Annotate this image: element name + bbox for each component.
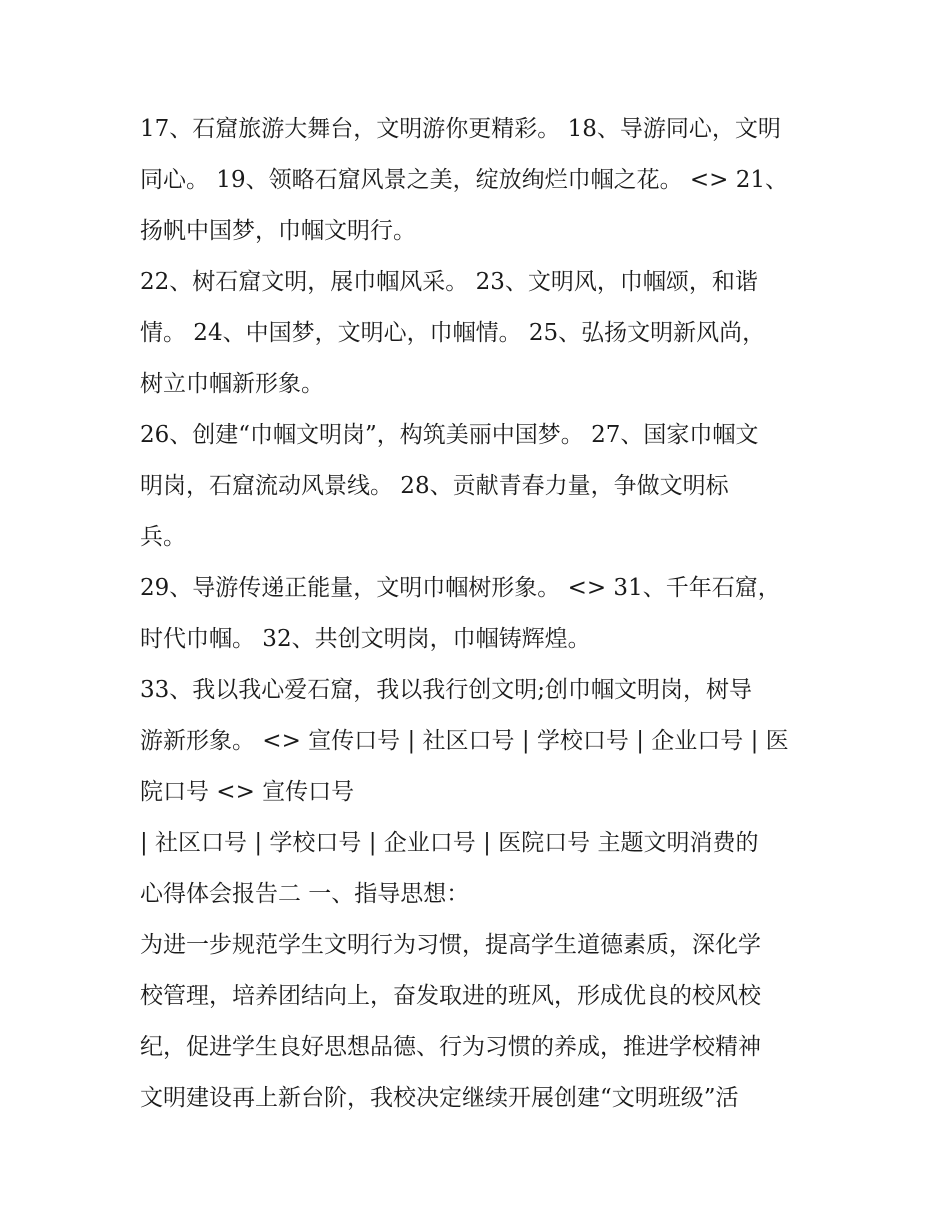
- text-line-3: 扬帆中国梦，巾帼文明行。: [140, 218, 416, 244]
- text-line-10: 29、导游传递正能量，文明巾帼树形象。 <> 31、千年石窟，: [140, 575, 781, 601]
- text-line-18: 校管理，培养团结向上，奋发取进的班风，形成优良的校风校: [140, 983, 761, 1009]
- document-body: [140, 104, 815, 1124]
- text-line-11: 时代巾帼。 32、共创文明岗，巾帼铸辉煌。: [140, 626, 591, 652]
- text-line-15: | 社区口号 | 学校口号 | 企业口号 | 医院口号 主题文明消费的: [140, 830, 759, 856]
- text-line-17: 为进一步规范学生文明行为习惯，提高学生道德素质，深化学: [140, 932, 761, 958]
- text-line-6: 树立巾帼新形象。: [140, 371, 324, 397]
- text-line-16: 心得体会报告二 一、指导思想：: [140, 881, 470, 907]
- text-line-20: 文明建设再上新台阶，我校决定继续开展创建“文明班级”活: [140, 1085, 739, 1111]
- text-line-9: 兵。: [140, 524, 186, 550]
- text-line-19: 纪，促进学生良好思想品德、行为习惯的养成，推进学校精神: [140, 1034, 761, 1060]
- text-line-8: 明岗，石窟流动风景线。 28、贡献青春力量，争做文明标: [140, 473, 729, 499]
- text-line-14: 院口号 <> 宣传口号: [140, 779, 355, 805]
- text-line-5: 情。 24、中国梦，文明心，巾帼情。 25、弘扬文明新风尚，: [140, 320, 766, 346]
- text-line-12: 33、我以我心爱石窟，我以我行创文明;创巾帼文明岗，树导: [140, 677, 753, 703]
- text-line-13: 游新形象。 <> 宣传口号 | 社区口号 | 学校口号 | 企业口号 | 医: [140, 728, 789, 754]
- text-line-7: 26、创建“巾帼文明岗”，构筑美丽中国梦。 27、国家巾帼文: [140, 422, 759, 448]
- text-line-4: 22、树石窟文明，展巾帼风采。 23、文明风，巾帼颂，和谐: [140, 269, 758, 295]
- text-line-1: 17、石窟旅游大舞台，文明游你更精彩。 18、导游同心，文明: [140, 116, 781, 142]
- text-line-2: 同心。 19、领略石窟风景之美，绽放绚烂巾帼之花。 <> 21、: [140, 167, 789, 193]
